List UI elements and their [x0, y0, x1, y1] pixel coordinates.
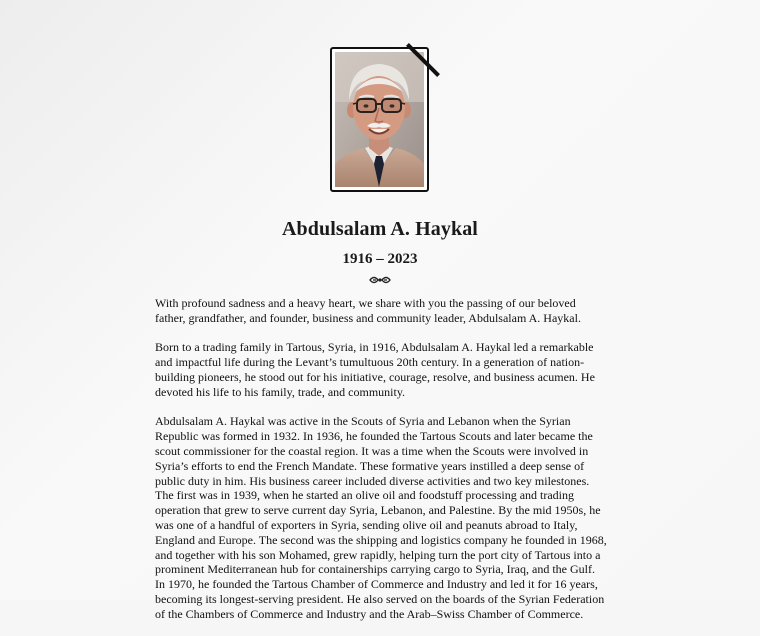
deceased-name: Abdulsalam A. Haykal: [282, 218, 478, 240]
portrait-frame: [330, 47, 429, 192]
ornament-divider-icon: [368, 274, 392, 286]
paragraph-1: With profound sadness and a heavy heart, we share with you the passing of our beloved father, grandfather, and founder, business and community leader, Abdulsalam A. Haykal.: [155, 296, 581, 325]
paragraph-3: Abdulsalam A. Haykal was active in the Scouts of Syria and Lebanon when the Syrian Republic was formed in 1932. In 1936, he founded the Tartous Scouts and later became the scout commissioner for the coastal region. It was a time when the Scouts were involved in Syria’s efforts to end the French Mandate. These formative years instilled a deep sense of public duty in him. His business career included diverse activities and two key milestones. The first was in 1939, when he started an olive oil and foodstuff processing and trading operation that grew to serve current day Syria, Lebanon, and Palestine. By the mid 1950s, he was one of a handful of exporters in Syria, sending olive oil and peanuts abroad to Italy, England and Europe. The second was the shipping and logistics company he founded in 1968, and together with his son Mohamed, grew rapidly, helping turn the port city of Tartous into a prominent Mediterranean hub for containerships carrying cargo to Syria, Iraq, and the Gulf. In 1970, he founded the Tartous Chamber of Commerce and Industry and led it for 16 years, becoming its longest-serving president. He also served on the boards of the Syrian Federation of the Chambers of Commerce and Industry and the Arab–Swiss Chamber of Commerce.: [155, 414, 607, 621]
obituary-text: [155, 296, 607, 636]
paragraph-2: Born to a trading family in Tartous, Syria, in 1916, Abdulsalam A. Haykal led a remarkable and impactful life during the Levant’s tumultuous 20th century. In a generation of nation-building pioneers, he stood out for his initiative, courage, resolve, and business acumen. He devoted his life to his family, trade, and community.: [155, 340, 595, 399]
mourning-ribbon-icon: [397, 45, 431, 79]
life-dates: 1916 – 2023: [342, 251, 418, 267]
